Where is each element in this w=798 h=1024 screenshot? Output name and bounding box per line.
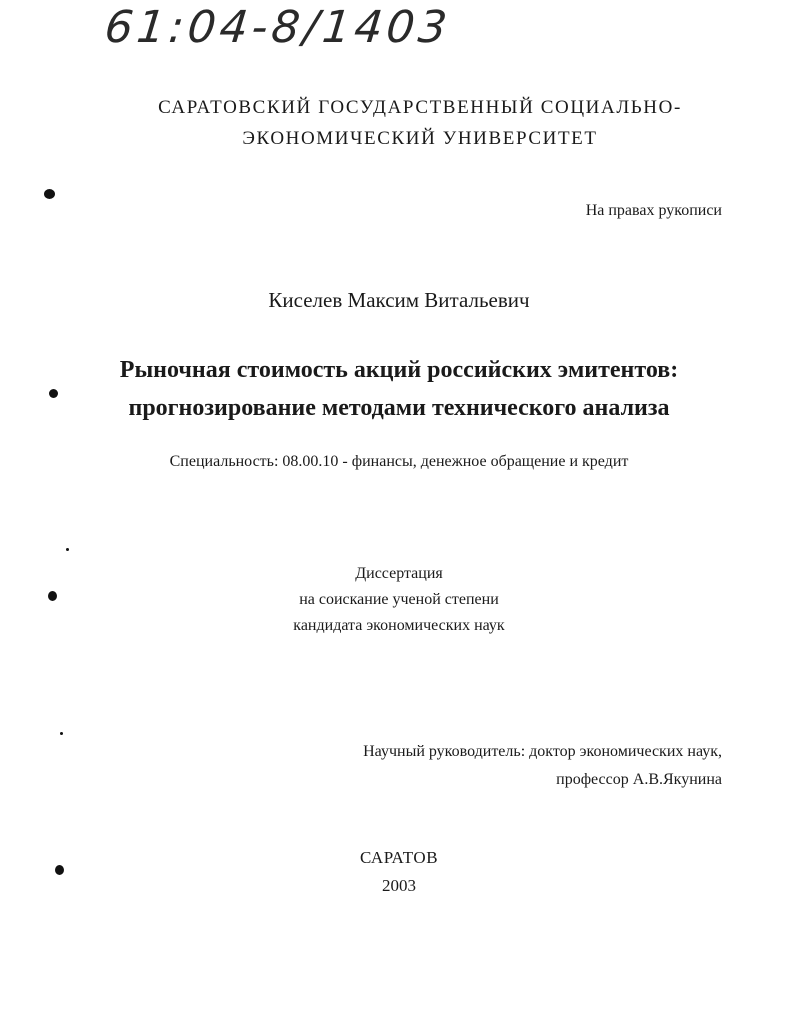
year: 2003 [382,876,416,895]
specialty-line: Специальность: 08.00.10 - финансы, денежное обращение и кредит [169,453,629,470]
author-name: Киселев Максим Витальевич [268,288,530,312]
dissertation-title [0,351,798,427]
binder-hole-mark [55,865,64,875]
binder-hole-mark [49,389,58,398]
binder-hole-mark [44,189,55,199]
advisor-line-2: профессор А.В.Якунина [556,771,722,788]
scan-speck [66,548,69,551]
degree-line-3: кандидата экономических наук [293,617,505,634]
manuscript-rights-note: На правах рукописи [585,202,722,219]
title-line-2: прогнозирование методами технического анализа [128,395,670,421]
university-line-1: САРАТОВСКИЙ ГОСУДАРСТВЕННЫЙ СОЦИАЛЬНО- [158,97,682,118]
handwritten-archive-code: 61:04-8/1403 [102,2,454,53]
advisor-line-1: Научный руководитель: доктор экономических наук, [363,743,722,760]
degree-line-2: на соискание ученой степени [299,591,499,608]
binder-hole-mark [48,591,57,601]
city: САРАТОВ [359,848,439,867]
degree-statement [0,561,798,639]
degree-line-1: Диссертация [355,565,443,582]
scan-speck [60,732,63,735]
university-line-2: ЭКОНОМИЧЕСКИЙ УНИВЕРСИТЕТ [242,128,598,149]
title-line-1: Рыночная стоимость акций российских эмитентов: [119,357,679,383]
university-name [150,92,690,154]
